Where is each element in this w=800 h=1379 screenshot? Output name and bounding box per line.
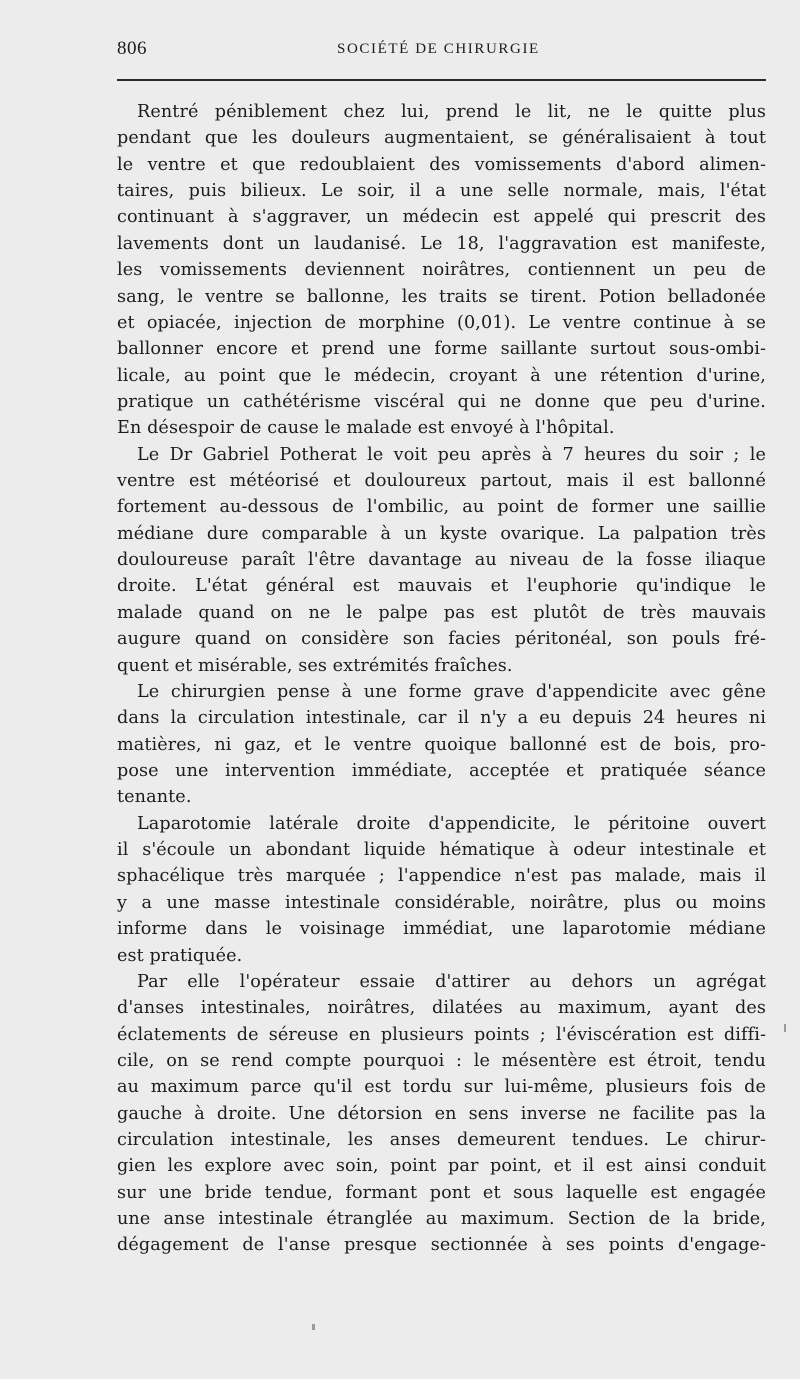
text-line: tenante.	[117, 787, 192, 808]
text-line: pratique un cathétérisme viscéral qui ne donne que peu d'urine.	[117, 391, 766, 412]
text-line: médiane dure comparable à un kyste ovarique. La palpation très	[117, 523, 766, 544]
text-line: pendant que les douleurs augmentaient, se généralisaient à tout	[117, 128, 766, 149]
text-line: d'anses intestinales, noirâtres, dilatées au maximum, ayant des	[117, 998, 766, 1019]
text-line: dégagement de l'anse presque sectionnée à ses points d'engage-	[117, 1235, 766, 1256]
text-line: continuant à s'aggraver, un médecin est appelé qui prescrit des	[117, 207, 766, 228]
text-line: taires, puis bilieux. Le soir, il a une selle normale, mais, l'état	[117, 181, 766, 202]
text-line: licale, au point que le médecin, croyant à une rétention d'urine,	[117, 365, 766, 386]
page-header	[117, 38, 766, 62]
page-number: 806	[117, 38, 147, 59]
text-line: Rentré péniblement chez lui, prend le lit, ne le quitte plus	[137, 102, 766, 122]
body-text	[117, 99, 766, 1349]
text-line: augure quand on considère son facies péritonéal, son pouls fré-	[117, 629, 766, 650]
text-line: Laparotomie latérale droite d'appendicite, le péritoine ouvert	[137, 813, 766, 834]
text-line: droite. L'état général est mauvais et l'euphorie qu'indique le	[117, 576, 766, 597]
text-line: au maximum parce qu'il est tordu sur lui-même, plusieurs fois de	[117, 1077, 766, 1098]
text-line: Le chirurgien pense à une forme grave d'appendicite avec gêne	[137, 681, 766, 702]
text-line: cile, on se rend compte pourquoi : le mésentère est étroit, tendu	[117, 1050, 766, 1071]
scan-speck	[784, 1024, 786, 1032]
text-line: malade quand on ne le palpe pas est plutôt de très mauvais	[117, 602, 766, 623]
text-line: pose une intervention immédiate, acceptée et pratiquée séance	[117, 760, 766, 781]
text-line: sphacélique très marquée ; l'appendice n'est pas malade, mais il	[117, 866, 766, 887]
text-line: ventre est météorisé et douloureux partout, mais il est ballonné	[117, 471, 766, 492]
text-line: gauche à droite. Une détorsion en sens inverse ne facilite pas la	[117, 1103, 766, 1124]
text-line: informe dans le voisinage immédiat, une laparotomie médiane	[117, 919, 766, 940]
text-line: lavements dont un laudanisé. Le 18, l'aggravation est manifeste,	[117, 233, 766, 254]
text-line: sur une bride tendue, formant pont et sous laquelle est engagée	[117, 1182, 766, 1203]
text-line: fortement au-dessous de l'ombilic, au point de former une saillie	[117, 497, 766, 518]
text-line: gien les explore avec soin, point par point, et il est ainsi conduit	[117, 1156, 766, 1177]
text-line: quent et misérable, ses extrémités fraîches.	[117, 655, 513, 676]
text-line: éclatements de séreuse en plusieurs points ; l'éviscération est diffi-	[117, 1024, 766, 1045]
text-line: En désespoir de cause le malade est envoyé à l'hôpital.	[117, 418, 615, 439]
text-line: Par elle l'opérateur essaie d'attirer au dehors un agrégat	[137, 971, 766, 992]
text-line: ballonner encore et prend une forme saillante surtout sous-ombi-	[117, 339, 766, 360]
header-rule	[117, 79, 766, 81]
text-line: le ventre et que redoublaient des vomissements d'abord alimen-	[117, 154, 766, 175]
text-line: dans la circulation intestinale, car il n'y a eu depuis 24 heures ni	[117, 708, 766, 729]
text-line: une anse intestinale étranglée au maximum. Section de la bride,	[117, 1209, 766, 1230]
text-line: sang, le ventre se ballonne, les traits se tirent. Potion belladonée	[117, 286, 766, 307]
text-line: y a une masse intestinale considérable, noirâtre, plus ou moins	[117, 892, 766, 913]
running-title: SOCIÉTÉ DE CHIRURGIE	[337, 41, 540, 57]
text-line: circulation intestinale, les anses demeurent tendues. Le chirur-	[117, 1130, 766, 1151]
text-line: il s'écoule un abondant liquide hématique à odeur intestinale et	[117, 840, 766, 861]
scan-speck	[312, 1324, 315, 1330]
text-line: matières, ni gaz, et le ventre quoique ballonné est de bois, pro-	[117, 734, 766, 755]
text-line: les vomissements deviennent noirâtres, contiennent un peu de	[117, 260, 766, 281]
text-line: douloureuse paraît l'être davantage au niveau de la fosse iliaque	[117, 550, 766, 571]
text-line: et opiacée, injection de morphine (0,01). Le ventre continue à se	[117, 312, 766, 333]
text-line: Le Dr Gabriel Potherat le voit peu après à 7 heures du soir ; le	[137, 444, 766, 465]
text-line: est pratiquée.	[117, 945, 243, 966]
